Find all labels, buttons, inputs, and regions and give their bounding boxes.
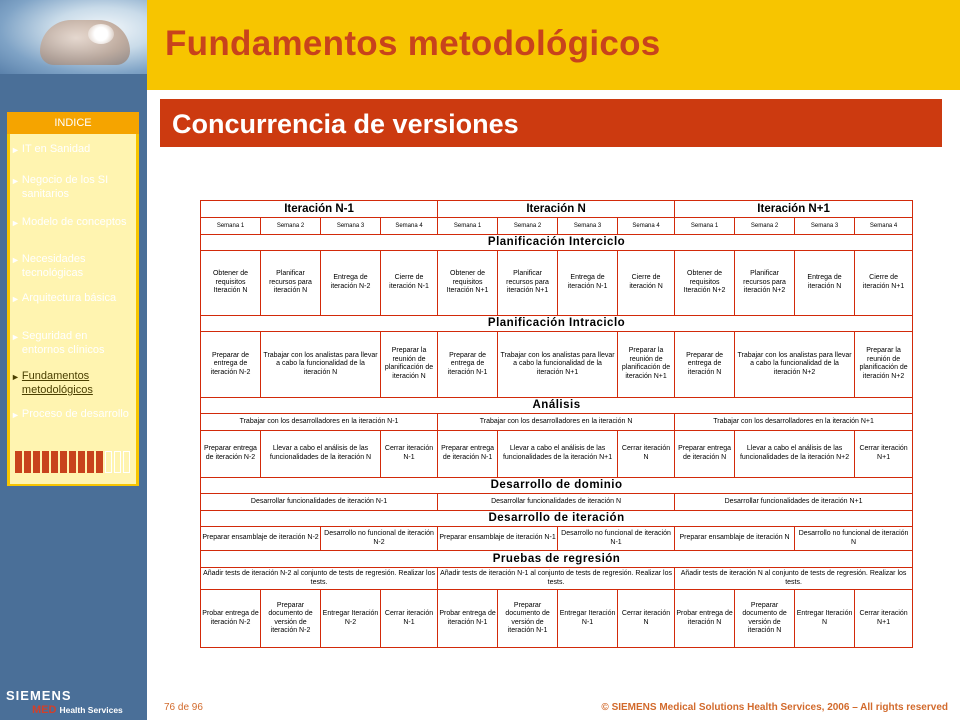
task-cell: Añadir tests de iteración N-1 al conjunto de tests de regresión. Realizar los tests.: [438, 567, 675, 590]
task-cell: Preparar de entrega de iteración N: [675, 332, 735, 398]
week-cell: Semana 1: [438, 218, 498, 234]
week-cell: Semana 4: [855, 218, 913, 234]
week-cell: Semana 2: [498, 218, 558, 234]
task-cell: Trabajar con los analistas para llevar a cabo la funcionalidad de la iteración N+1: [498, 332, 618, 398]
index-item-seguridad[interactable]: ► Seguridad en entornos clínicos: [11, 330, 105, 356]
task-cell: Preparar documento de versión de iteración N-1: [498, 590, 558, 648]
task-cell: Probar entrega de iteración N-2: [201, 590, 261, 648]
iteration-header: Iteración N+1: [675, 201, 913, 218]
index-item-negocio[interactable]: ► Negocio de los SI sanitarios: [11, 174, 109, 200]
task-cell: Preparar de entrega de iteración N-2: [201, 332, 261, 398]
page-title: Fundamentos metodológicos: [165, 24, 661, 63]
progress-bar-empty: [105, 451, 112, 473]
task-cell: Preparar ensamblaje de iteración N: [675, 526, 795, 551]
week-cell: Semana 1: [675, 218, 735, 234]
section-header: Planificación Intraciclo: [201, 315, 913, 331]
progress-bar-empty: [123, 451, 130, 473]
progress-bar-filled: [87, 451, 94, 473]
progress-bar-filled: [60, 451, 67, 473]
week-cell: Semana 1: [201, 218, 261, 234]
week-cell: Semana 2: [261, 218, 321, 234]
progress-bar-filled: [15, 451, 22, 473]
task-cell: Desarrollo no funcional de iteración N-1: [558, 526, 675, 551]
task-cell: Desarrollar funcionalidades de iteración N-1: [201, 494, 438, 510]
task-cell: Entrega de iteración N: [795, 251, 855, 316]
task-cell: Preparar la reunión de planificación de iteración N+1: [618, 332, 675, 398]
copyright: © SIEMENS Medical Solutions Health Services, 2006 – All rights reserved: [601, 702, 948, 713]
progress-bar-filled: [69, 451, 76, 473]
task-cell: Planificar recursos para iteración N+1: [498, 251, 558, 316]
arrow-right-icon: ►: [11, 294, 20, 304]
task-cell: Cerrar iteración N: [618, 430, 675, 477]
task-cell: Planificar recursos para iteración N+2: [735, 251, 795, 316]
task-cell: Entrega de iteración N-1: [558, 251, 618, 316]
task-cell: Desarrollar funcionalidades de iteración N+1: [675, 494, 913, 510]
index-heading: INDICE: [7, 112, 139, 134]
logo-siemens-text: SIEMENS: [6, 688, 72, 703]
task-cell: Preparar entrega de iteración N-1: [438, 430, 498, 477]
arrow-right-icon: ►: [11, 145, 20, 155]
task-cell: Preparar documento de versión de iteración N: [735, 590, 795, 648]
task-cell: Entregar Iteración N-1: [558, 590, 618, 648]
index-item-fundamentos[interactable]: ► Fundamentos metodológicos: [11, 370, 93, 396]
task-cell: Llevar a cabo el análisis de las funcionalidades de la iteración N+1: [498, 430, 618, 477]
arrow-right-icon: ►: [11, 255, 20, 265]
week-cell: Semana 3: [558, 218, 618, 234]
index-item-it-sanidad[interactable]: ► IT en Sanidad: [11, 143, 91, 155]
task-cell: Cerrar iteración N-1: [381, 590, 438, 648]
task-cell: Preparar la reunión de planificación de iteración N: [381, 332, 438, 398]
task-cell: Trabajar con los analistas para llevar a cabo la funcionalidad de la iteración N+2: [735, 332, 855, 398]
task-cell: Entregar Iteración N-2: [321, 590, 381, 648]
task-cell: Preparar entrega de iteración N: [675, 430, 735, 477]
task-cell: Cerrar iteración N+1: [855, 590, 913, 648]
arrow-right-icon: ►: [11, 176, 20, 186]
task-cell: Planificar recursos para iteración N: [261, 251, 321, 316]
section-header: Pruebas de regresión: [201, 551, 913, 567]
index-progress: [15, 451, 133, 477]
task-cell: Cierre de iteración N-1: [381, 251, 438, 316]
task-cell: Desarrollo no funcional de iteración N: [795, 526, 913, 551]
progress-bar-filled: [51, 451, 58, 473]
task-cell: Trabajar con los desarrolladores en la iteración N+1: [675, 414, 913, 430]
task-cell: Probar entrega de iteración N: [675, 590, 735, 648]
header-photo: [0, 0, 147, 74]
section-header: Desarrollo de iteración: [201, 510, 913, 526]
section-title: Concurrencia de versiones: [172, 109, 519, 139]
task-cell: Entregar Iteración N: [795, 590, 855, 648]
task-cell: Preparar la reunión de planificación de iteración N+2: [855, 332, 913, 398]
task-cell: Cerrar iteración N-1: [381, 430, 438, 477]
task-cell: Obtener de requisitos Iteración N: [201, 251, 261, 316]
header-bar: [147, 0, 960, 90]
task-cell: Llevar a cabo el análisis de las funcionalidades de la iteración N: [261, 430, 381, 477]
task-cell: Añadir tests de iteración N al conjunto de tests de regresión. Realizar los tests.: [675, 567, 913, 590]
week-cell: Semana 4: [618, 218, 675, 234]
task-cell: Cerrar iteración N+1: [855, 430, 913, 477]
task-cell: Trabajar con los analistas para llevar a cabo la funcionalidad de la iteración N: [261, 332, 381, 398]
light-glow: [88, 24, 114, 44]
progress-bar-filled: [33, 451, 40, 473]
section-header: Análisis: [201, 397, 913, 413]
task-cell: Desarrollar funcionalidades de iteración N: [438, 494, 675, 510]
iteration-header: Iteración N: [438, 201, 675, 218]
task-cell: Desarrollo no funcional de iteración N-2: [321, 526, 438, 551]
task-cell: Obtener de requisitos Iteración N+1: [438, 251, 498, 316]
progress-bar-empty: [114, 451, 121, 473]
logo-health-services: [32, 700, 123, 718]
concurrency-grid: [200, 200, 913, 648]
task-cell: Preparar de entrega de iteración N-1: [438, 332, 498, 398]
logo-health-text: Health Services: [59, 705, 123, 715]
index-panel: [7, 112, 139, 486]
arrow-right-icon: ►: [11, 372, 20, 382]
iteration-table: [200, 200, 912, 648]
week-cell: Semana 4: [381, 218, 438, 234]
task-cell: Cerrar iteración N: [618, 590, 675, 648]
week-cell: Semana 3: [795, 218, 855, 234]
hand-image: [40, 20, 130, 65]
task-cell: Añadir tests de iteración N-2 al conjunto de tests de regresión. Realizar los tests.: [201, 567, 438, 590]
task-cell: Trabajar con los desarrolladores en la iteración N: [438, 414, 675, 430]
task-cell: Llevar a cabo el análisis de las funcionalidades de la iteración N+2: [735, 430, 855, 477]
index-item-modelo[interactable]: ► Modelo de conceptos: [11, 216, 127, 228]
task-cell: Probar entrega de iteración N-1: [438, 590, 498, 648]
index-item-necesidades[interactable]: ► Necesidades tecnológicas: [11, 253, 86, 279]
siemens-logo: [6, 688, 123, 716]
task-cell: Trabajar con los desarrolladores en la iteración N-1: [201, 414, 438, 430]
index-item-arquitectura[interactable]: ► Arquitectura básica: [11, 292, 117, 304]
task-cell: Cierre de iteración N: [618, 251, 675, 316]
task-cell: Preparar ensamblaje de iteración N-2: [201, 526, 321, 551]
progress-bar-filled: [42, 451, 49, 473]
task-cell: Cierre de iteración N+1: [855, 251, 913, 316]
page-number: 76 de 96: [164, 702, 203, 713]
arrow-right-icon: ►: [11, 332, 20, 342]
progress-bar-filled: [78, 451, 85, 473]
section-header: Planificación Interciclo: [201, 234, 913, 250]
progress-bar-filled: [24, 451, 31, 473]
logo-med-text: MED: [32, 704, 57, 716]
arrow-right-icon: ►: [11, 410, 20, 420]
task-cell: Entrega de iteración N-2: [321, 251, 381, 316]
iteration-header: Iteración N-1: [201, 201, 438, 218]
task-cell: Preparar ensamblaje de iteración N-1: [438, 526, 558, 551]
arrow-right-icon: ►: [11, 218, 20, 228]
section-header: Desarrollo de dominio: [201, 477, 913, 493]
section-banner: [160, 99, 942, 147]
week-cell: Semana 2: [735, 218, 795, 234]
progress-bar-filled: [96, 451, 103, 473]
task-cell: Preparar documento de versión de iteración N-2: [261, 590, 321, 648]
task-cell: Obtener de requisitos Iteración N+2: [675, 251, 735, 316]
task-cell: Preparar entrega de iteración N-2: [201, 430, 261, 477]
week-cell: Semana 3: [321, 218, 381, 234]
index-item-proceso[interactable]: ► Proceso de desarrollo: [11, 408, 129, 420]
